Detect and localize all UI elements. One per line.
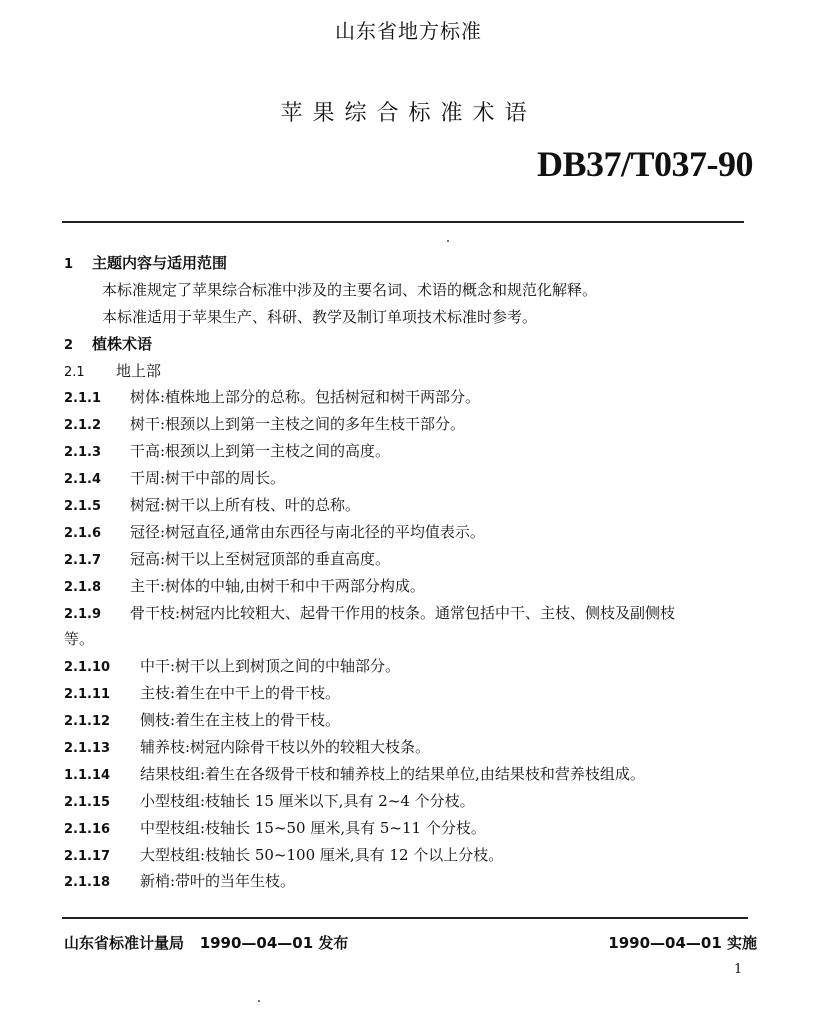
term-text: 干高:根颈以上到第一主枝之间的高度。 bbox=[130, 442, 391, 461]
term-entry bbox=[64, 761, 754, 788]
term-entry bbox=[64, 734, 754, 761]
document-title: 苹果综合标准术语 bbox=[280, 101, 537, 126]
section-2-heading bbox=[64, 331, 754, 358]
term-entry bbox=[64, 411, 754, 438]
term-text: 冠径:树冠直径,通常由东西径与南北径的平均值表示。 bbox=[130, 522, 485, 541]
standard-type-header: 山东省地方标准 bbox=[335, 19, 482, 43]
term-entry bbox=[64, 492, 754, 519]
term-number: 2.1.4 bbox=[64, 472, 102, 488]
term-entry bbox=[64, 707, 754, 734]
term-number: 2.1.5 bbox=[64, 499, 102, 515]
term-entry bbox=[64, 680, 754, 707]
term-text: 主干:树体的中轴,由树干和中干两部分构成。 bbox=[130, 576, 425, 595]
term-number: 1.1.14 bbox=[64, 767, 111, 783]
scan-speck bbox=[447, 240, 449, 242]
term-entry bbox=[64, 384, 754, 411]
term-number: 2.1.2 bbox=[64, 418, 102, 434]
term-text: 结果枝组:着生在各级骨干枝和辅养枝上的结果单位,由结果枝和营养枝组成。 bbox=[140, 764, 645, 783]
subsection-heading bbox=[64, 358, 754, 385]
section-number: 2 bbox=[64, 337, 74, 353]
term-entry bbox=[64, 438, 754, 465]
issue-date: 1990—04—01 发布 bbox=[199, 934, 349, 952]
term-entry bbox=[64, 465, 754, 492]
term-entry bbox=[64, 842, 754, 869]
subsection-title: 地上部 bbox=[116, 361, 162, 380]
term-number: 2.1.16 bbox=[64, 821, 111, 837]
term-number: 2.1.9 bbox=[64, 606, 102, 622]
term-text: 新梢:带叶的当年生枝。 bbox=[140, 872, 296, 891]
term-entry bbox=[64, 546, 754, 573]
issuer: 山东省标准计量局 bbox=[64, 934, 185, 952]
term-entry bbox=[64, 868, 754, 895]
paragraph: 本标准规定了苹果综合标准中涉及的主要名词、术语的概念和规范化解释。 bbox=[102, 280, 598, 299]
term-text: 中型枝组:枝轴长 15~50 厘米,具有 5~11 个分枝。 bbox=[140, 818, 486, 837]
term-number: 2.1.6 bbox=[64, 525, 102, 541]
term-number: 2.1.3 bbox=[64, 445, 102, 461]
term-entry bbox=[64, 573, 754, 600]
term-entry bbox=[64, 815, 754, 842]
term-number: 2.1.7 bbox=[64, 552, 102, 568]
section-number: 1 bbox=[64, 257, 74, 272]
scan-speck bbox=[258, 1000, 260, 1002]
term-text: 中干:树干以上到树顶之间的中轴部分。 bbox=[140, 657, 401, 676]
effective-date: 1990—04—01 实施 bbox=[608, 934, 757, 952]
top-divider bbox=[62, 221, 744, 223]
issue-info bbox=[64, 932, 348, 953]
term-text: 干周:树干中部的周长。 bbox=[130, 469, 286, 488]
subsection-number: 2.1 bbox=[64, 364, 85, 380]
term-entry bbox=[64, 519, 754, 546]
term-text: 树体:植株地上部分的总称。包括树冠和树干两部分。 bbox=[130, 388, 481, 407]
section-title: 主题内容与适用范围 bbox=[92, 254, 228, 272]
term-text: 树冠:树干以上所有枝、叶的总称。 bbox=[130, 496, 361, 515]
term-entry bbox=[64, 600, 754, 627]
term-text: 大型枝组:枝轴长 50~100 厘米,具有 12 个以上分枝。 bbox=[140, 845, 504, 864]
term-text: 小型枝组:枝轴长 15 厘米以下,具有 2~4 个分枝。 bbox=[140, 791, 475, 810]
section-title: 植株术语 bbox=[92, 334, 153, 353]
term-continuation: 等。 bbox=[64, 630, 95, 649]
term-text: 树干:根颈以上到第一主枝之间的多年生枝干部分。 bbox=[130, 415, 466, 434]
term-number: 2.1.12 bbox=[64, 714, 111, 730]
section-1-heading bbox=[64, 250, 754, 277]
term-number: 2.1.18 bbox=[64, 875, 111, 891]
term-text: 冠高:树干以上至树冠顶部的垂直高度。 bbox=[130, 549, 391, 568]
standard-code: DB37/T037-90 bbox=[536, 144, 753, 184]
term-text: 骨干枝:树冠内比较粗大、起骨干作用的枝条。通常包括中干、主枝、侧枝及副侧枝 bbox=[130, 603, 676, 622]
term-text: 辅养枝:树冠内除骨干枝以外的较粗大枝条。 bbox=[140, 738, 431, 757]
term-entry bbox=[64, 788, 754, 815]
term-number: 2.1.15 bbox=[64, 794, 111, 810]
term-number: 2.1.8 bbox=[64, 579, 102, 595]
term-text: 主枝:着生在中干上的骨干枝。 bbox=[140, 684, 341, 703]
paragraph: 本标准适用于苹果生产、科研、教学及制订单项技术标准时参考。 bbox=[102, 307, 538, 326]
term-number: 2.1.1 bbox=[64, 391, 102, 407]
document-body bbox=[64, 250, 754, 895]
term-number: 2.1.10 bbox=[64, 660, 111, 676]
term-number: 2.1.11 bbox=[64, 687, 111, 703]
term-number: 2.1.17 bbox=[64, 848, 111, 864]
term-text: 侧枝:着生在主枝上的骨干枝。 bbox=[140, 711, 341, 730]
term-entry bbox=[64, 653, 754, 680]
bottom-divider bbox=[62, 917, 748, 919]
page-number: 1 bbox=[734, 962, 743, 977]
term-number: 2.1.13 bbox=[64, 741, 111, 757]
